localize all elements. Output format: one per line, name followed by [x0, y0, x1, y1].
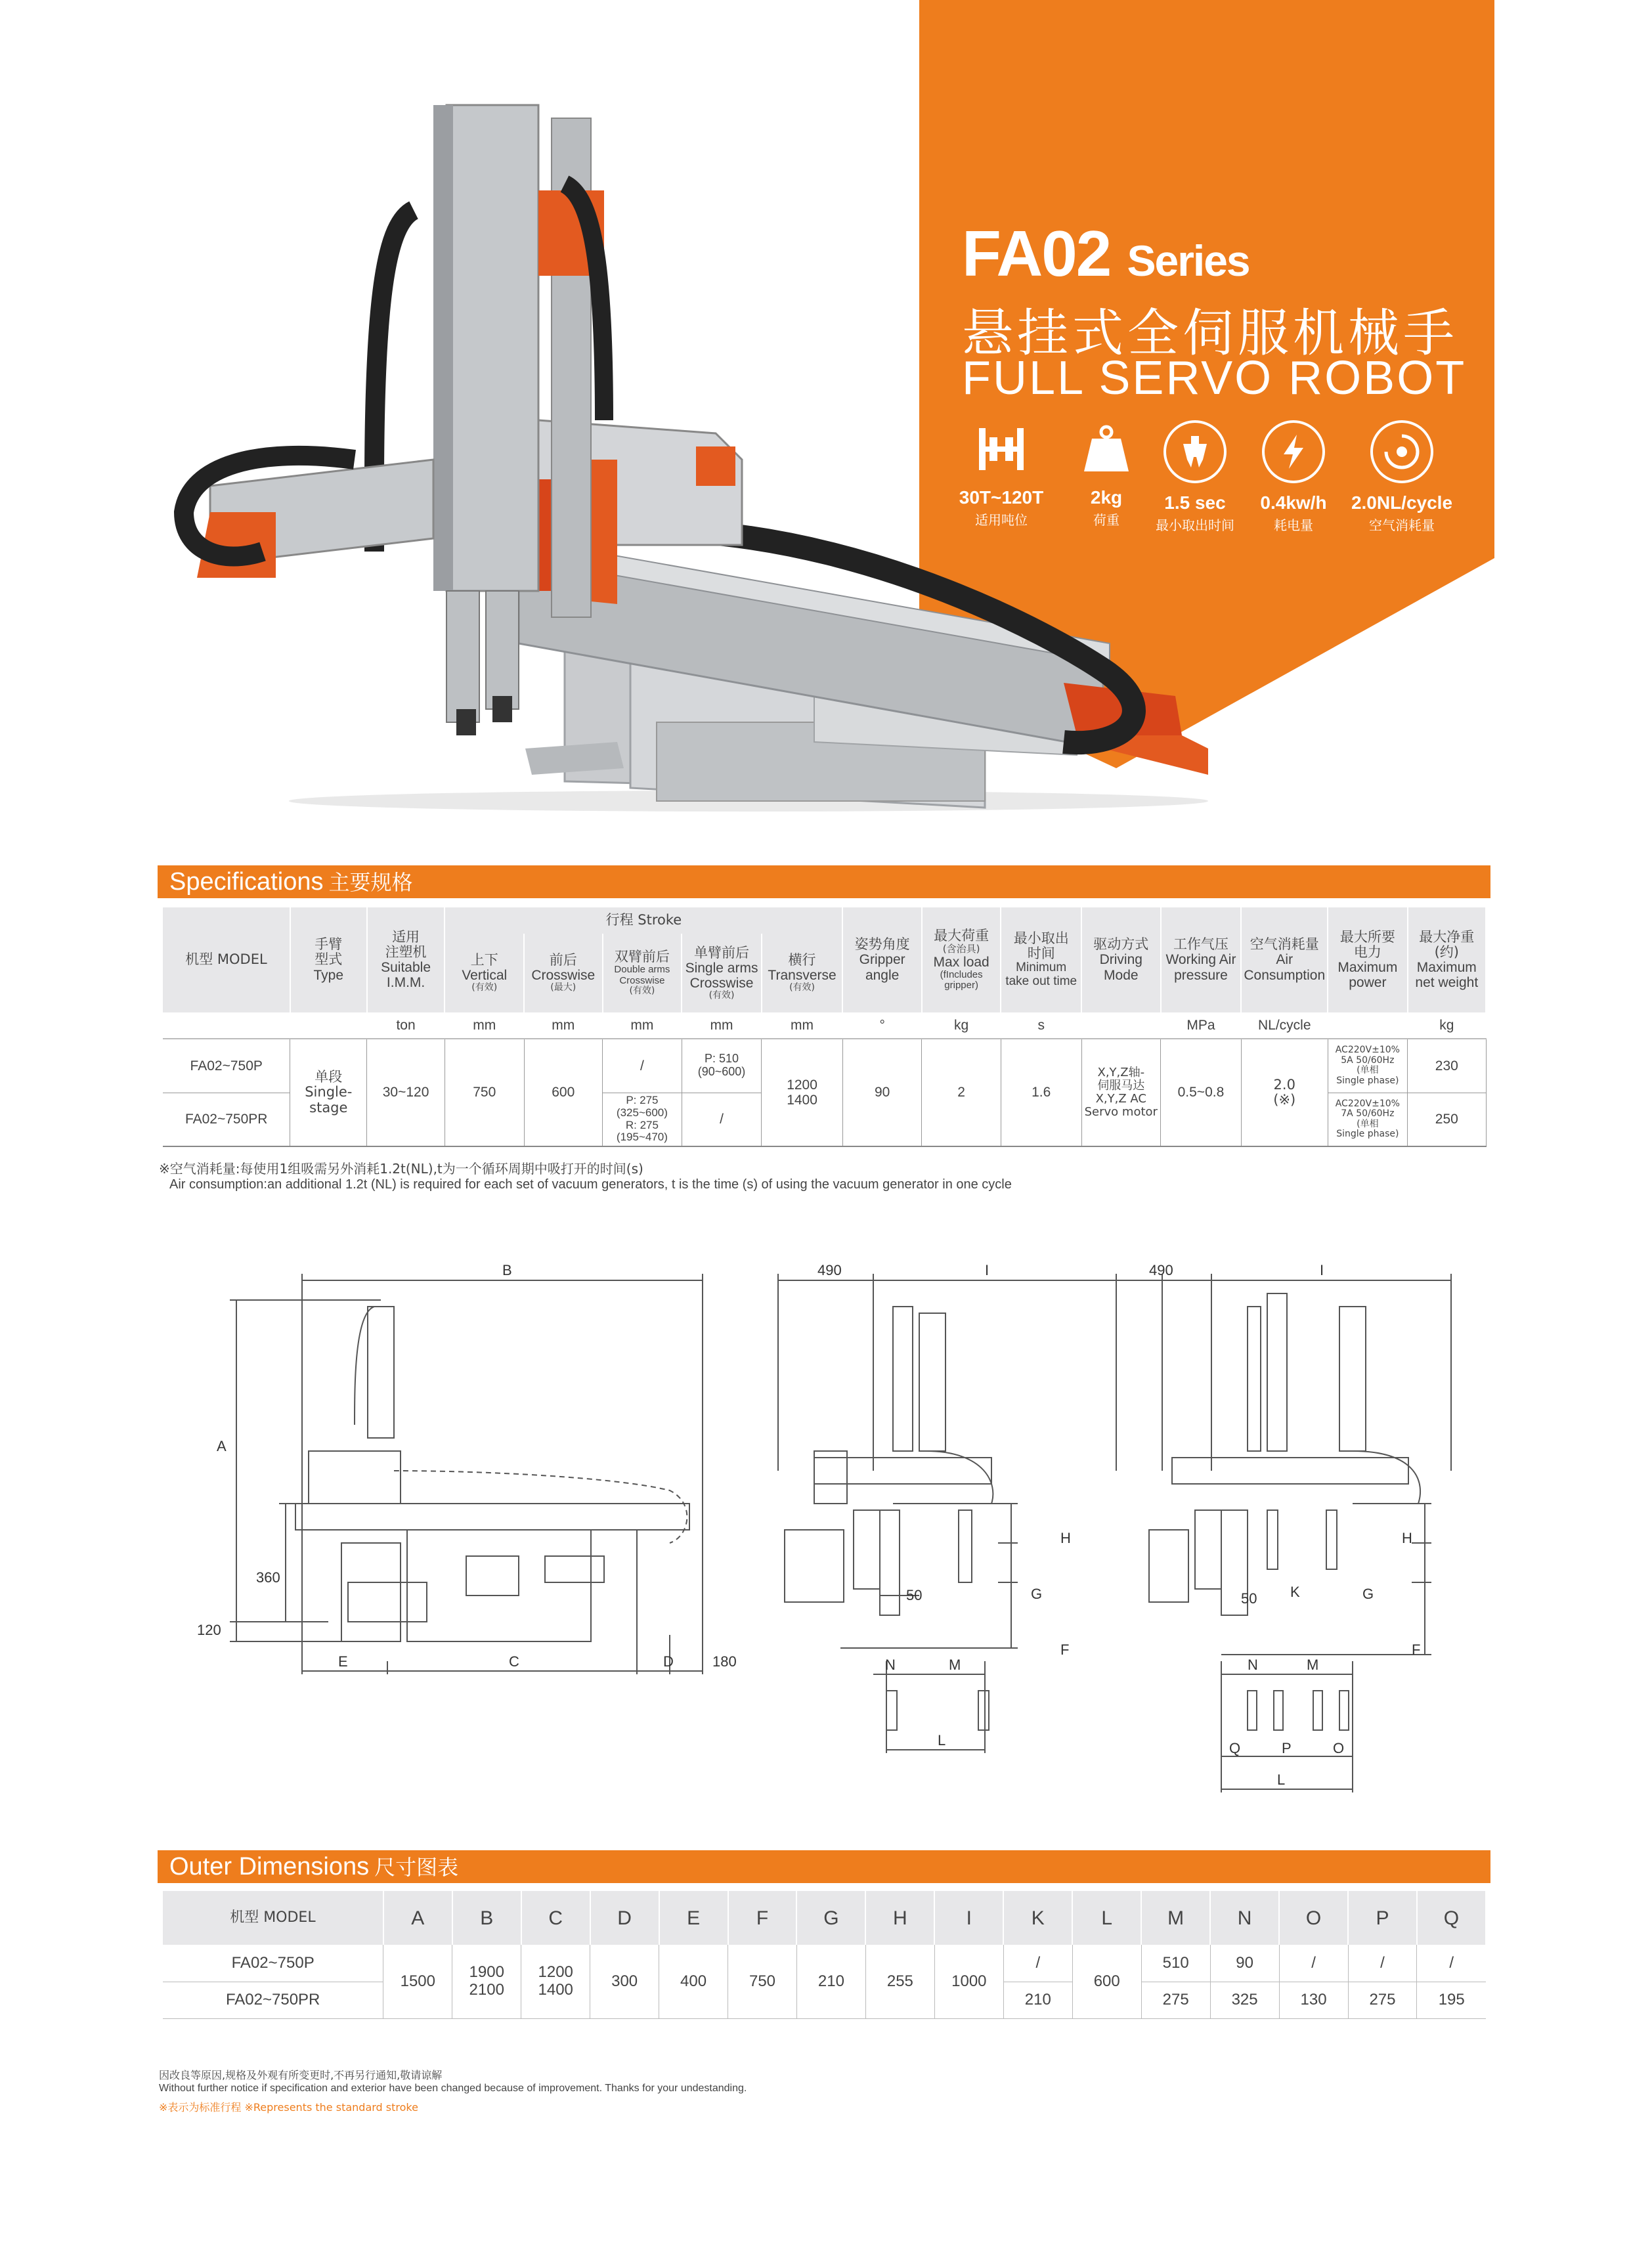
- transverse-cell: 1200 1400: [762, 1039, 843, 1146]
- dim-label-L: L: [938, 1732, 946, 1748]
- dim-cell-P: /: [1348, 1945, 1417, 1982]
- dim-label-G: G: [1362, 1586, 1374, 1602]
- dims-header-cell: K: [1003, 1891, 1072, 1945]
- dim-cell-O: /: [1279, 1945, 1348, 1982]
- spec-header-gripper: 姿势角度 Gripper angle: [842, 907, 922, 1012]
- spec-header-power: 最大所要 电力 Maximum power: [1328, 907, 1407, 1012]
- dim-label-F: F: [1412, 1641, 1421, 1658]
- gripper-cell: 90: [842, 1039, 922, 1146]
- feature-label: 适用吨位: [975, 512, 1028, 528]
- dim-cell-C: 1200 1400: [521, 1945, 590, 2018]
- feature-value: 1.5 sec: [1164, 492, 1226, 513]
- dim-cell-N: 90: [1210, 1945, 1279, 1982]
- dim-label-50: 50: [906, 1587, 923, 1603]
- feature-power: [1244, 420, 1343, 534]
- spec-header-crosswise: 前后 Crosswise (最大): [524, 934, 603, 1012]
- dim-label-K: K: [1290, 1584, 1300, 1600]
- drawing-labels: [197, 1262, 1420, 1788]
- dims-header-cell: H: [865, 1891, 934, 1945]
- spec-units-row: [163, 1012, 1486, 1039]
- dims-section-header: Outer Dimensions 尺寸图表: [158, 1850, 1490, 1883]
- feature-label: 空气消耗量: [1369, 517, 1435, 533]
- dim-cell-O: 130: [1279, 1982, 1348, 2018]
- dims-header-cell: C: [521, 1891, 590, 1945]
- unit-cell: [1328, 1012, 1407, 1039]
- dim-cell-K: /: [1003, 1945, 1072, 1982]
- load-cell: 2: [922, 1039, 1001, 1146]
- spec-header-type: 手臂 型式 Type: [290, 907, 367, 1012]
- unit-cell: mm: [445, 1012, 524, 1039]
- dim-label-180: 180: [712, 1653, 737, 1670]
- dim-label-N: N: [885, 1657, 896, 1673]
- spec-header-single-arms: 单臂前后 Single arms Crosswise (有效): [682, 934, 761, 1012]
- unit-cell: s: [1001, 1012, 1081, 1039]
- dims-header-model: 机型 MODEL: [163, 1891, 383, 1945]
- footer-note-cn: 因改良等原因,规格及外观有所变更时,不再另行通知,敬请谅解: [159, 2069, 443, 2081]
- double-arms-cell: P: 275 (325~600) R: 275 (195~470): [603, 1093, 682, 1146]
- dims-header-cell: Q: [1417, 1891, 1486, 1945]
- dim-label-M: M: [1307, 1657, 1319, 1673]
- unit-cell: [1081, 1012, 1160, 1039]
- dims-header-cell: P: [1348, 1891, 1417, 1945]
- dim-label-A: A: [217, 1438, 227, 1454]
- spec-header-stroke: 行程 Stroke: [445, 907, 842, 934]
- feature-label: 荷重: [1093, 512, 1119, 528]
- spec-table: [163, 907, 1487, 1147]
- dim-label-C: C: [509, 1653, 519, 1670]
- dim-cell-H: 255: [865, 1945, 934, 2018]
- dim-label-L: L: [1277, 1771, 1286, 1788]
- series-title-en: FULL SERVO ROBOT: [962, 352, 1467, 404]
- model-cell: FA02~750PR: [163, 1982, 383, 2018]
- model-cell: FA02~750PR: [163, 1093, 290, 1146]
- dim-cell-G: 210: [796, 1945, 865, 2018]
- feature-label: 最小取出时间: [1156, 517, 1234, 533]
- dim-label-H: H: [1402, 1530, 1412, 1546]
- dim-cell-F: 750: [728, 1945, 797, 2018]
- dim-cell-E: 400: [659, 1945, 728, 2018]
- dim-cell-Q: /: [1417, 1945, 1486, 1982]
- dim-cell-K: 210: [1003, 1982, 1072, 2018]
- dim-label-490: 490: [817, 1262, 842, 1278]
- dim-label-490: 490: [1149, 1262, 1173, 1278]
- dims-header-cell: L: [1072, 1891, 1141, 1945]
- dim-label-G: G: [1031, 1586, 1043, 1602]
- dim-cell-P: 275: [1348, 1982, 1417, 2018]
- spec-note-cn: ※空气消耗量:每使用1组吸需另外消耗1.2t(NL),t为一个循环周期中吸打开的时间(s): [159, 1161, 643, 1177]
- air-cycle-icon: [1370, 420, 1433, 483]
- pressure-cell: 0.5~0.8: [1161, 1039, 1242, 1146]
- dims-header-cell: N: [1210, 1891, 1279, 1945]
- feature-value: 2kg: [1090, 487, 1123, 508]
- dim-label-M: M: [949, 1657, 961, 1673]
- vertical-cell: 750: [445, 1039, 524, 1146]
- series-title: FA02 Series: [962, 217, 1250, 290]
- dim-label-360: 360: [256, 1569, 280, 1586]
- spec-header-takeout: 最小取出 时间 Minimum take out time: [1001, 907, 1081, 1012]
- air-cell: 2.0 (※): [1241, 1039, 1328, 1146]
- single-arms-cell: P: 510 (90~600): [682, 1039, 761, 1093]
- takeout-cell: 1.6: [1001, 1039, 1081, 1146]
- feature-value: 30T~120T: [959, 487, 1044, 508]
- dimension-drawings: [158, 1254, 1497, 1806]
- dim-cell-A: 1500: [383, 1945, 452, 2018]
- spec-header-imm: 适用 注塑机 Suitable I.M.M.: [367, 907, 445, 1012]
- crosswise-cell: 600: [524, 1039, 603, 1146]
- dim-cell-N: 325: [1210, 1982, 1279, 2018]
- dim-label-I: I: [1320, 1262, 1324, 1278]
- double-arms-cell: /: [603, 1039, 682, 1093]
- spec-header-double-arms: 双臂前后 Double arms Crosswise (有效): [603, 934, 682, 1012]
- unit-cell: ton: [367, 1012, 445, 1039]
- model-cell: FA02~750P: [163, 1039, 290, 1093]
- feature-label: 耗电量: [1274, 517, 1313, 533]
- dim-cell-D: 300: [590, 1945, 659, 2018]
- dim-cell-L: 600: [1072, 1945, 1141, 2018]
- dims-header-cell: I: [934, 1891, 1003, 1945]
- weight-cell: 230: [1408, 1039, 1486, 1093]
- dims-header-cell: F: [728, 1891, 797, 1945]
- spec-section-header: Specifications 主要规格: [158, 865, 1490, 898]
- dim-cell-M: 510: [1141, 1945, 1210, 1982]
- power-cell: AC220V±10% 7A 50/60Hz (单相 Single phase): [1328, 1093, 1407, 1146]
- spec-header-model: 机型 MODEL: [163, 907, 290, 1012]
- spec-header-drive: 驱动方式 Driving Mode: [1081, 907, 1160, 1012]
- single-arms-cell: /: [682, 1093, 761, 1146]
- spec-header-air: 空气消耗量 Air Consumption: [1241, 907, 1328, 1012]
- unit-cell: mm: [603, 1012, 682, 1039]
- type-cell: 单段 Single- stage: [290, 1039, 367, 1146]
- dim-label-D: D: [663, 1653, 674, 1670]
- unit-cell: kg: [922, 1012, 1001, 1039]
- dim-cell-Q: 195: [1417, 1982, 1486, 2018]
- model-cell: FA02~750P: [163, 1945, 383, 1982]
- feature-air: [1346, 420, 1458, 534]
- footer-stroke-note: ※表示为标准行程 ※Represents the standard stroke: [159, 2101, 418, 2114]
- unit-cell: kg: [1408, 1012, 1486, 1039]
- power-cell: AC220V±10% 5A 50/60Hz (单相 Single phase): [1328, 1039, 1407, 1093]
- dim-label-50: 50: [1241, 1590, 1257, 1607]
- unit-cell: MPa: [1161, 1012, 1242, 1039]
- dims-header-cell: M: [1141, 1891, 1210, 1945]
- power-icon: [1262, 420, 1325, 483]
- spec-header-vertical: 上下 Vertical (有效): [445, 934, 524, 1012]
- dim-cell-B: 1900 2100: [452, 1945, 521, 2018]
- unit-cell: mm: [682, 1012, 761, 1039]
- dim-cell-M: 275: [1141, 1982, 1210, 2018]
- unit-cell: mm: [762, 1012, 843, 1039]
- dims-row-750p: [163, 1945, 1486, 1982]
- spec-header-load: 最大荷重 (含治具) Max load (fIncludes gripper): [922, 907, 1001, 1012]
- dim-label-P: P: [1282, 1740, 1292, 1756]
- footer-note-en: Without further notice if specification and exterior have been changed because of improvement. Thanks for your undestanding.: [159, 2083, 747, 2094]
- dim-label-I: I: [985, 1262, 989, 1278]
- spec-note-en: Air consumption:an additional 1.2t (NL) is required for each set of vacuum generators, t is the time (s) of using the vacuum generator in one cycle: [169, 1177, 1012, 1192]
- dims-header-cell: E: [659, 1891, 728, 1945]
- robot-illustration: [158, 92, 1234, 814]
- dim-label-E: E: [338, 1653, 348, 1670]
- dims-header-row: [163, 1891, 1486, 1945]
- dims-header-cell: D: [590, 1891, 659, 1945]
- imm-cell: 30~120: [367, 1039, 445, 1146]
- dims-header-cell: A: [383, 1891, 452, 1945]
- dims-header-cell: G: [796, 1891, 865, 1945]
- spec-header-weight: 最大净重 (约) Maximum net weight: [1408, 907, 1486, 1012]
- feature-value: 2.0NL/cycle: [1351, 492, 1453, 513]
- dim-label-Q: Q: [1229, 1740, 1241, 1756]
- feature-value: 0.4kw/h: [1260, 492, 1327, 513]
- dim-label-B: B: [502, 1262, 512, 1278]
- spec-header-pressure: 工作气压 Working Air pressure: [1161, 907, 1242, 1012]
- weight-cell: 250: [1408, 1093, 1486, 1146]
- unit-cell: °: [842, 1012, 922, 1039]
- dims-header-cell: B: [452, 1891, 521, 1945]
- dim-label-H: H: [1060, 1530, 1071, 1546]
- dim-label-O: O: [1333, 1740, 1345, 1756]
- drive-cell: X,Y,Z轴- 伺服马达 X,Y,Z AC Servo motor: [1081, 1039, 1160, 1146]
- unit-cell: mm: [524, 1012, 603, 1039]
- dim-label-120: 120: [197, 1622, 221, 1638]
- dims-table: [163, 1891, 1487, 2019]
- unit-cell: NL/cycle: [1241, 1012, 1328, 1039]
- spec-row-750p: [163, 1039, 1486, 1093]
- series-title-cn: 悬挂式全伺服机械手: [962, 304, 1459, 363]
- dim-cell-I: 1000: [934, 1945, 1003, 2018]
- spec-header-transverse: 横行 Transverse (有效): [762, 934, 843, 1012]
- dim-label-N: N: [1248, 1657, 1258, 1673]
- dim-label-F: F: [1060, 1641, 1070, 1658]
- dims-header-cell: O: [1279, 1891, 1348, 1945]
